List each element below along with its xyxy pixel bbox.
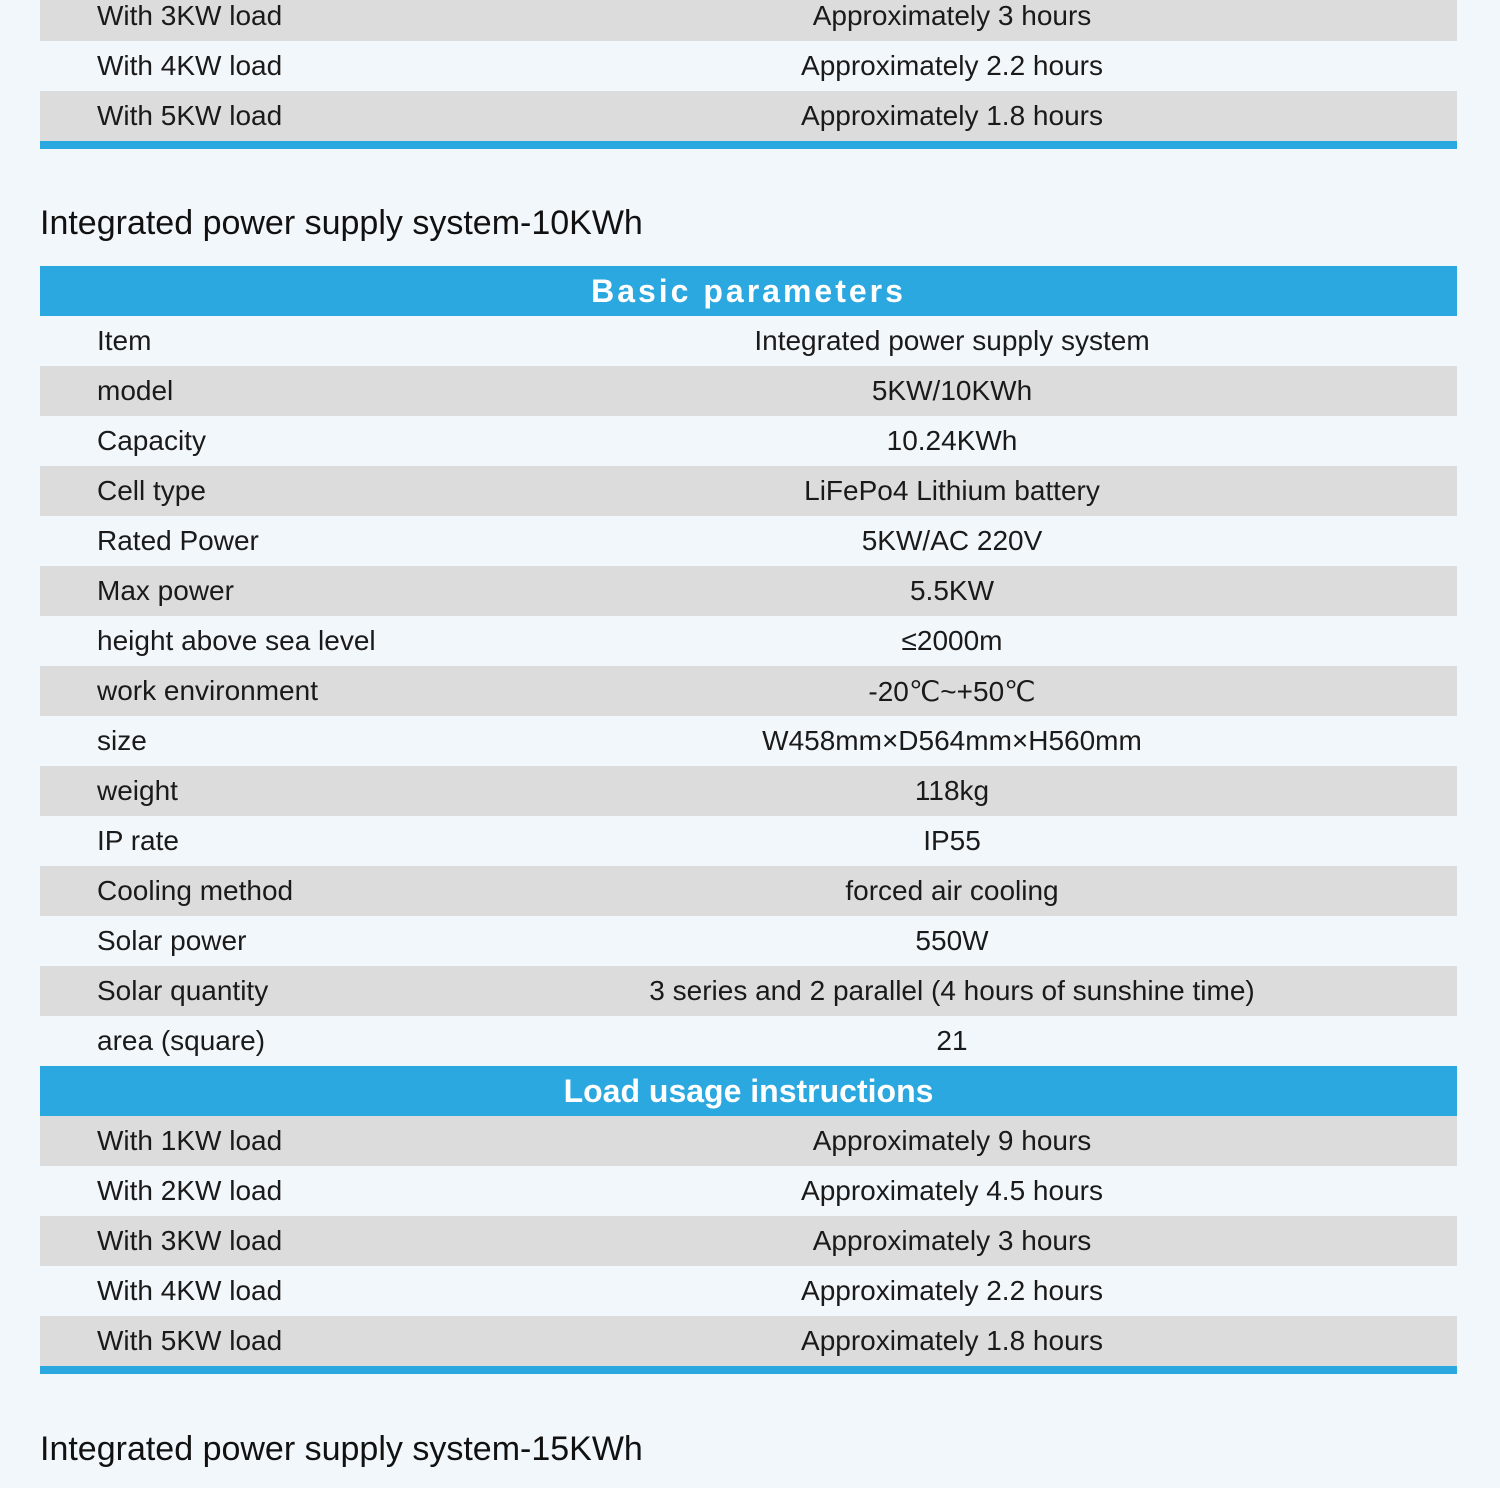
row-value: LiFePo4 Lithium battery xyxy=(804,475,1100,506)
table-row xyxy=(40,1166,1457,1216)
table-row xyxy=(40,566,1457,616)
row-value: 118kg xyxy=(914,775,990,806)
row-key: IP rate xyxy=(97,825,179,856)
row-value: Approximately 9 hours xyxy=(812,1125,1092,1156)
row-value: 550W xyxy=(915,925,989,956)
table-row xyxy=(40,466,1457,516)
section-title-10kwh: Integrated power supply system-10KWh xyxy=(40,204,643,242)
row-key: area (square) xyxy=(97,1025,266,1056)
table-row xyxy=(40,1016,1457,1066)
row-value: Integrated power supply system xyxy=(754,325,1150,356)
table-row xyxy=(40,316,1457,366)
row-key: model xyxy=(97,375,174,406)
row-value: Approximately 3 hours xyxy=(812,0,1092,31)
table-row xyxy=(40,0,1457,41)
row-key: With 3KW load xyxy=(97,1225,283,1256)
row-key: Cooling method xyxy=(97,875,294,906)
section-title-15kwh: Integrated power supply system-15KWh xyxy=(40,1430,643,1468)
row-key: Rated Power xyxy=(97,525,259,556)
table-row xyxy=(40,91,1457,141)
row-value: Approximately 2.2 hours xyxy=(801,1275,1103,1306)
row-key: work environment xyxy=(97,675,318,706)
table-row xyxy=(40,716,1457,766)
table-row xyxy=(40,516,1457,566)
row-key: With 5KW load xyxy=(97,100,283,131)
row-key: With 4KW load xyxy=(97,1275,283,1306)
row-value: W458mm×D564mm×H560mm xyxy=(762,725,1142,756)
row-value: Approximately 3 hours xyxy=(812,1225,1092,1256)
row-key: With 1KW load xyxy=(97,1125,283,1156)
table-row xyxy=(40,366,1457,416)
table-row xyxy=(40,1116,1457,1166)
row-key: With 2KW load xyxy=(97,1175,283,1206)
row-value: 10.24KWh xyxy=(886,425,1018,456)
spec-table-10kwh xyxy=(40,266,1457,1374)
table-row xyxy=(40,41,1457,91)
table-row xyxy=(40,416,1457,466)
table-row xyxy=(40,766,1457,816)
table-row xyxy=(40,1266,1457,1316)
row-value: -20℃~+50℃ xyxy=(868,675,1036,707)
row-key: Capacity xyxy=(97,425,206,456)
table-row xyxy=(40,616,1457,666)
row-value: 5KW/AC 220V xyxy=(861,525,1043,556)
row-key: Cell type xyxy=(97,475,206,506)
previous-load-table xyxy=(40,0,1457,149)
row-value: 5.5KW xyxy=(909,575,995,606)
row-key: Item xyxy=(97,325,152,356)
table-row xyxy=(40,1316,1457,1366)
table-row xyxy=(40,666,1457,716)
row-key: With 5KW load xyxy=(97,1325,283,1356)
row-key: height above sea level xyxy=(97,625,376,656)
row-value: 21 xyxy=(936,1025,968,1056)
row-value: IP55 xyxy=(923,825,981,856)
row-value: ≤2000m xyxy=(901,625,1003,656)
row-value: 5KW/10KWh xyxy=(871,375,1033,406)
table-row xyxy=(40,866,1457,916)
row-key: With 4KW load xyxy=(97,50,283,81)
row-key: Solar power xyxy=(97,925,247,956)
row-key: With 3KW load xyxy=(97,0,283,31)
table-row xyxy=(40,966,1457,1016)
table-end-bar xyxy=(40,1366,1457,1374)
table-row xyxy=(40,816,1457,866)
row-key: weight xyxy=(97,775,178,806)
row-key: Max power xyxy=(97,575,234,606)
row-value: forced air cooling xyxy=(845,875,1059,906)
load-usage-header: Load usage instructions xyxy=(40,1066,1457,1116)
basic-parameters-header: Basic parameters xyxy=(40,266,1457,316)
table-row xyxy=(40,916,1457,966)
table-end-bar xyxy=(40,141,1457,149)
row-key: size xyxy=(97,725,147,756)
row-value: Approximately 4.5 hours xyxy=(801,1175,1103,1206)
row-value: 3 series and 2 parallel (4 hours of sunshine time) xyxy=(649,975,1255,1006)
row-value: Approximately 1.8 hours xyxy=(801,1325,1103,1356)
table-row xyxy=(40,1216,1457,1266)
row-value: Approximately 2.2 hours xyxy=(801,50,1103,81)
row-value: Approximately 1.8 hours xyxy=(801,100,1103,131)
row-key: Solar quantity xyxy=(97,975,269,1006)
